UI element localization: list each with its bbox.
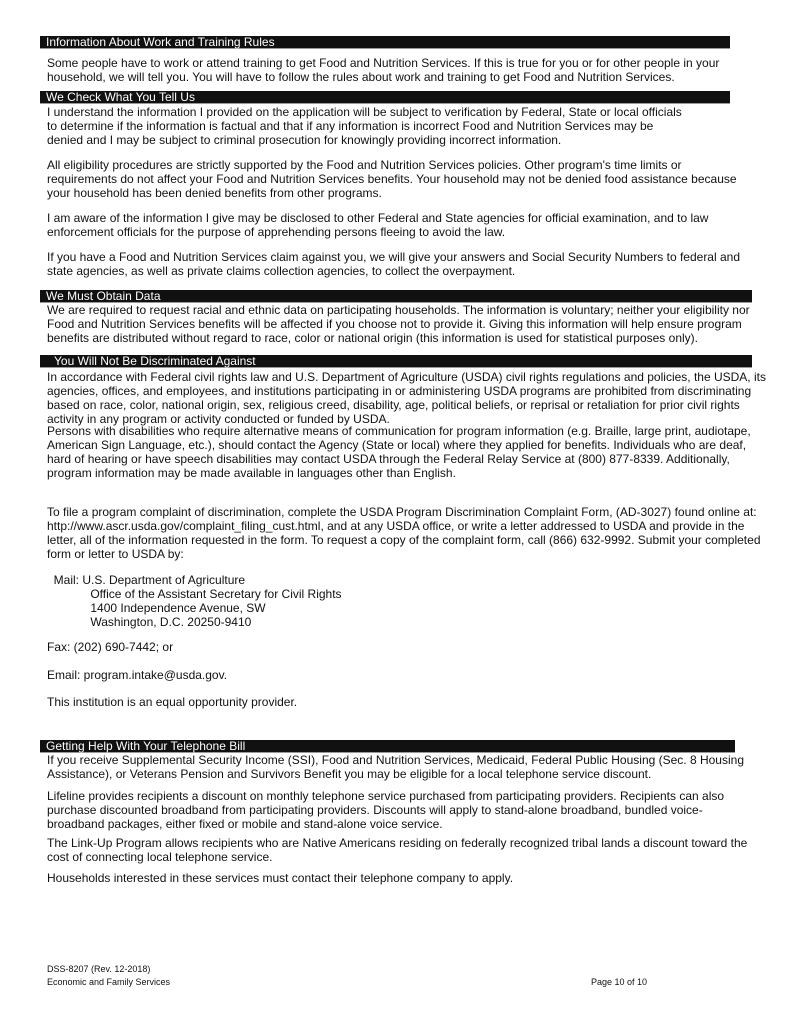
text-line: based on race, color, national origin, sex, religious creed, disability, age, political beliefs, or reprisal or retaliation for prior civil rights [47,398,740,412]
text-line: http://www.ascr.usda.gov/complaint_filing_cust.html, and at any USDA office, or write a letter addressed to USDA and provide in the [47,519,745,533]
text-line: Households interested in these services must contact their telephone company to apply. [47,871,514,885]
text-line: Lifeline provides recipients a discount on monthly telephone service purchased from participating providers. Recipients can also [47,789,725,803]
paragraph-disabilities [47,424,767,480]
text-line: The Link-Up Program allows recipients who are Native Americans residing on federally recognized tribal lands a discount toward the [47,836,748,850]
mail-address [47,573,767,629]
text-line: cost of connecting local telephone service. [47,850,273,864]
text-line: to determine if the information is factual and that if any information is incorrect Food and Nutrition Services may be [47,119,654,133]
paragraph-work-rules [47,56,767,84]
paragraph-complaint [47,505,767,561]
section-header-telephone-bill: Getting Help With Your Telephone Bill [40,740,735,753]
text-line: Food and Nutrition Services benefits will be affected if you choose not to provide it. Giving this information will help ensure program [47,317,742,331]
text-line: Persons with disabilities who require alternative means of communication for program information (e.g. Braille, large print, audiotape, [47,424,751,438]
text-line: your household has been denied benefits from other programs. [47,186,382,200]
text-line: I understand the information I provided on the application will be subject to verification by Federal, State or local officials [47,105,682,119]
paragraph-disclosure [47,211,767,239]
text-line: Office of the Assistant Secretary for Civil Rights [47,587,342,601]
text-line: program information may be made available in languages other than English. [47,466,456,480]
footer-department: Economic and Family Services [47,977,171,987]
text-line: This institution is an equal opportunity provider. [47,695,298,709]
text-line: If you receive Supplemental Security Income (SSI), Food and Nutrition Services, Medicaid, Federal Public Housing (Sec. 8 Housing [47,753,744,767]
text-line: letter, all of the information requested in the form. To request a copy of the complaint form, call (866) 632-9992. Submit your completed [47,533,761,547]
text-line: Mail: U.S. Department of Agriculture [47,573,246,587]
text-line: Email: program.intake@usda.gov. [47,668,228,682]
email-line [47,668,767,682]
section-header-work-training: Information About Work and Training Rules [40,36,730,49]
text-line: To file a program complaint of discrimination, complete the USDA Program Discrimination Complaint Form, (AD-3027) found online at: [47,505,757,519]
paragraph-claims [47,250,767,278]
text-line: requirements do not affect your Food and Nutrition Services benefits. Your household may not be denied food assistance because [47,172,737,186]
text-line: state agencies, as well as private claims collection agencies, to collect the overpayment. [47,264,516,278]
text-line: benefits are distributed without regard to race, color or national origin (this information is used for statistical purposes only). [47,331,698,345]
text-line: denied and I may be subject to criminal prosecution for knowingly providing incorrect information. [47,133,562,147]
section-header-not-discriminated: You Will Not Be Discriminated Against [40,355,752,368]
fax-line [47,640,767,654]
section-header-we-check: We Check What You Tell Us [40,91,730,104]
equal-opportunity-statement [47,695,767,709]
text-line: activity in any program or activity conducted or funded by USDA. [47,412,390,426]
text-line: hard of hearing or have speech disabilities may contact USDA through the Federal Relay Service at (800) 877-8339. Additionally, [47,452,730,466]
text-line: Washington, D.C. 20250-9410 [47,615,252,629]
paragraph-civil-rights [47,370,767,426]
text-line: household, we will tell you. You will have to follow the rules about work and training to get Food and Nutrition Services. [47,70,675,84]
text-line: All eligibility procedures are strictly supported by the Food and Nutrition Services policies. Other program's time limits or [47,158,682,172]
text-line: Some people have to work or attend training to get Food and Nutrition Services. If this is true for you or for other people in your [47,56,720,70]
text-line: We are required to request racial and ethnic data on participating households. The information is voluntary; neither your eligibility nor [47,303,750,317]
text-line: Fax: (202) 690-7442; or [47,640,174,654]
text-line: agencies, offices, and employees, and institutions participating in or administering USDA programs are prohibited from discriminating [47,384,752,398]
footer-form-number: DSS-8207 (Rev. 12-2018) [47,964,151,974]
footer-page-number: Page 10 of 10 [591,977,648,987]
paragraph-link-up [47,836,767,864]
paragraph-contact-phone-company [47,871,767,885]
text-line: 1400 Independence Avenue, SW [47,601,266,615]
text-line: American Sign Language, etc.), should contact the Agency (State or local) where they applied for benefits. Individuals who are deaf, [47,438,747,452]
paragraph-ethnic-data [47,303,767,345]
text-line: If you have a Food and Nutrition Services claim against you, we will give your answers and Social Security Numbers to federal and [47,250,741,264]
paragraph-lifeline [47,789,767,831]
paragraph-eligibility [47,158,767,200]
text-line: Assistance), or Veterans Pension and Survivors Benefit you may be eligible for a local telephone service discount. [47,767,652,781]
text-line: enforcement officials for the purpose of apprehending persons fleeing to avoid the law. [47,225,506,239]
text-line: broadband packages, either fixed or mobile and stand-alone voice service. [47,817,443,831]
text-line: purchase discounted broadband from participating providers. Discounts will apply to stand-alone broadband, bundled voice- [47,803,703,817]
text-line: form or letter to USDA by: [47,547,184,561]
section-header-obtain-data: We Must Obtain Data [40,290,752,303]
paragraph-telephone-eligibility [47,753,767,781]
text-line: In accordance with Federal civil rights law and U.S. Department of Agriculture (USDA) civil rights regulations and policies, the USDA, its [47,370,766,384]
text-line: I am aware of the information I give may be disclosed to other Federal and State agencies for official examination, and to law [47,211,709,225]
paragraph-verification [47,105,767,147]
